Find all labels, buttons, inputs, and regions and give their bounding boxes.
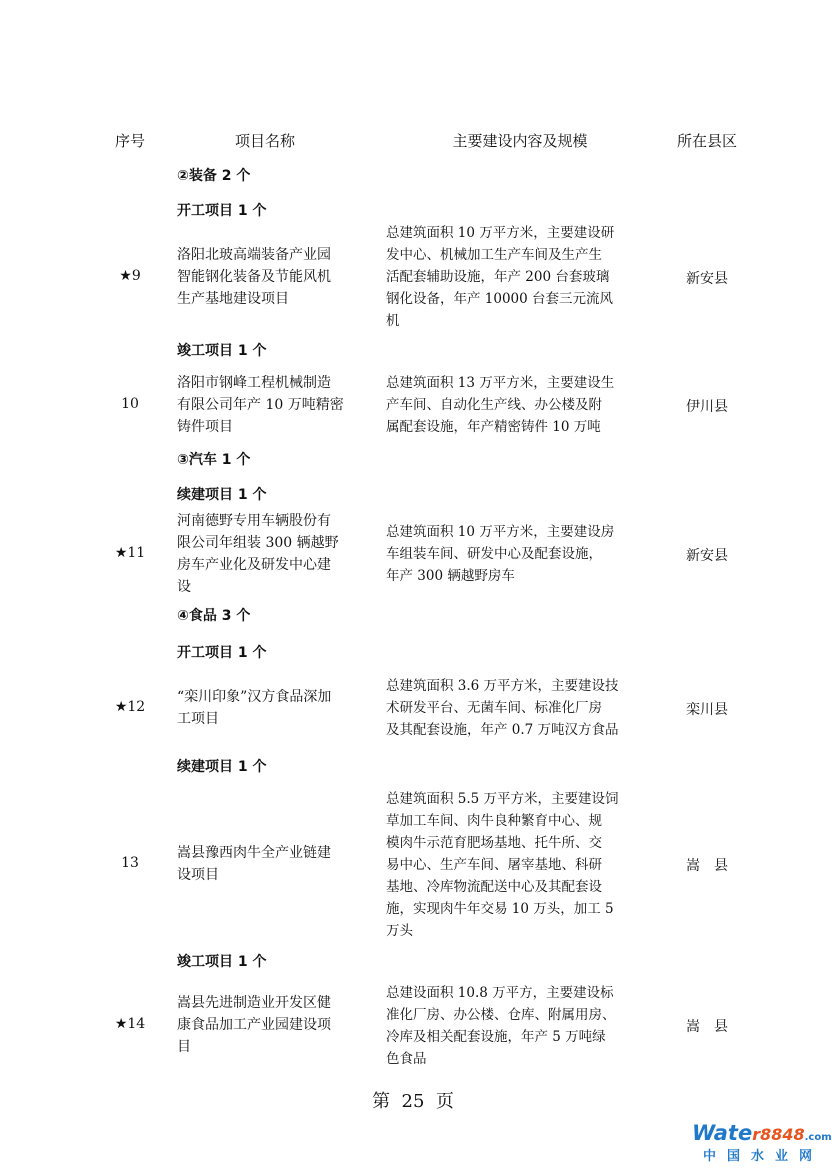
row-content: 总建设面积 10.8 万平方，主要建设标 准化厂房、办公楼、仓库、附属用房、 冷库及相关配套设施，年产 5 万吨绿 色食品 bbox=[386, 985, 616, 1067]
row-content: 总建筑面积 10 万平方米，主要建设研 发中心、机械加工生产车间及生产生 活配套辅助设施，年产 200 台套玻璃 钢化设备，年产 10000 台套三元流风 机 bbox=[386, 225, 615, 329]
row-county: 嵩 县 bbox=[686, 1019, 728, 1035]
section-subheading: 开工项目 1 个 bbox=[177, 203, 267, 219]
row-content: 总建筑面积 5.5 万平方米，主要建设饲 草加工车间、肉牛良种繁育中心、规 模肉牛示范育肥场基地、托牛所、交 易中心、生产车间、屠宰基地、科研 基地、冷库物流配送中心及其配套设 施，实现肉牛年交易 10 万头，加工 5 万头 bbox=[386, 791, 619, 939]
section-subheading: 续建项目 1 个 bbox=[177, 759, 267, 775]
row-seq: ★11 bbox=[114, 545, 146, 561]
row-seq: ★14 bbox=[114, 1016, 146, 1032]
row-project-name: 洛阳北玻高端装备产业园 智能钢化装备及节能风机 生产基地建设项目 bbox=[177, 247, 331, 307]
section-heading: ④食品 3 个 bbox=[177, 608, 251, 624]
header-seq: 序号 bbox=[114, 132, 145, 150]
row-project-name: 河南德野专用车辆股份有 限公司年组装 300 辆越野 房车产业化及研发中心建 设 bbox=[177, 513, 339, 595]
watermark-cn-text: 中国水业网 bbox=[703, 1149, 824, 1164]
row-content: 总建筑面积 10 万平方米，主要建设房 车组装车间、研发中心及配套设施， 年产 300 辆越野房车 bbox=[386, 524, 615, 584]
section-subheading: 竣工项目 1 个 bbox=[177, 343, 267, 359]
watermark-logo: Water8848.com bbox=[692, 1121, 832, 1145]
page-number: 第 25 页 bbox=[372, 1091, 454, 1112]
row-content: 总建筑面积 3.6 万平方米，主要建设技 术研发平台、无菌车间、标准化厂房 及其配套设施，年产 0.7 万吨汉方食品 bbox=[386, 678, 619, 738]
row-content: 总建筑面积 13 万平方米，主要建设生 产车间、自动化生产线、办公楼及附 属配套设施，年产精密铸件 10 万吨 bbox=[386, 375, 615, 435]
row-county: 新安县 bbox=[686, 271, 728, 287]
row-county: 嵩 县 bbox=[686, 858, 728, 874]
row-project-name: “栾川印象”汉方食品深加 工项目 bbox=[177, 689, 332, 727]
row-seq: ★9 bbox=[119, 268, 141, 284]
row-project-name: 嵩县先进制造业开发区健 康食品加工产业园建设项 目 bbox=[177, 995, 331, 1055]
row-seq: 10 bbox=[121, 396, 139, 412]
section-heading: ②装备 2 个 bbox=[177, 168, 251, 184]
row-project-name: 嵩县豫西肉牛全产业链建 设项目 bbox=[177, 845, 331, 883]
row-county: 栾川县 bbox=[686, 702, 728, 718]
section-subheading: 续建项目 1 个 bbox=[177, 487, 267, 503]
row-seq: 13 bbox=[121, 855, 139, 871]
row-seq: ★12 bbox=[114, 699, 146, 715]
row-county: 新安县 bbox=[686, 548, 728, 564]
section-subheading: 竣工项目 1 个 bbox=[177, 954, 267, 970]
section-subheading: 开工项目 1 个 bbox=[177, 645, 267, 661]
header-county: 所在县区 bbox=[676, 132, 737, 150]
header-project-name: 项目名称 bbox=[234, 132, 295, 150]
row-county: 伊川县 bbox=[686, 399, 728, 415]
section-heading: ③汽车 1 个 bbox=[177, 452, 251, 468]
header-content: 主要建设内容及规模 bbox=[452, 132, 588, 150]
row-project-name: 洛阳市钢峰工程机械制造 有限公司年产 10 万吨精密 铸件项目 bbox=[177, 375, 344, 435]
